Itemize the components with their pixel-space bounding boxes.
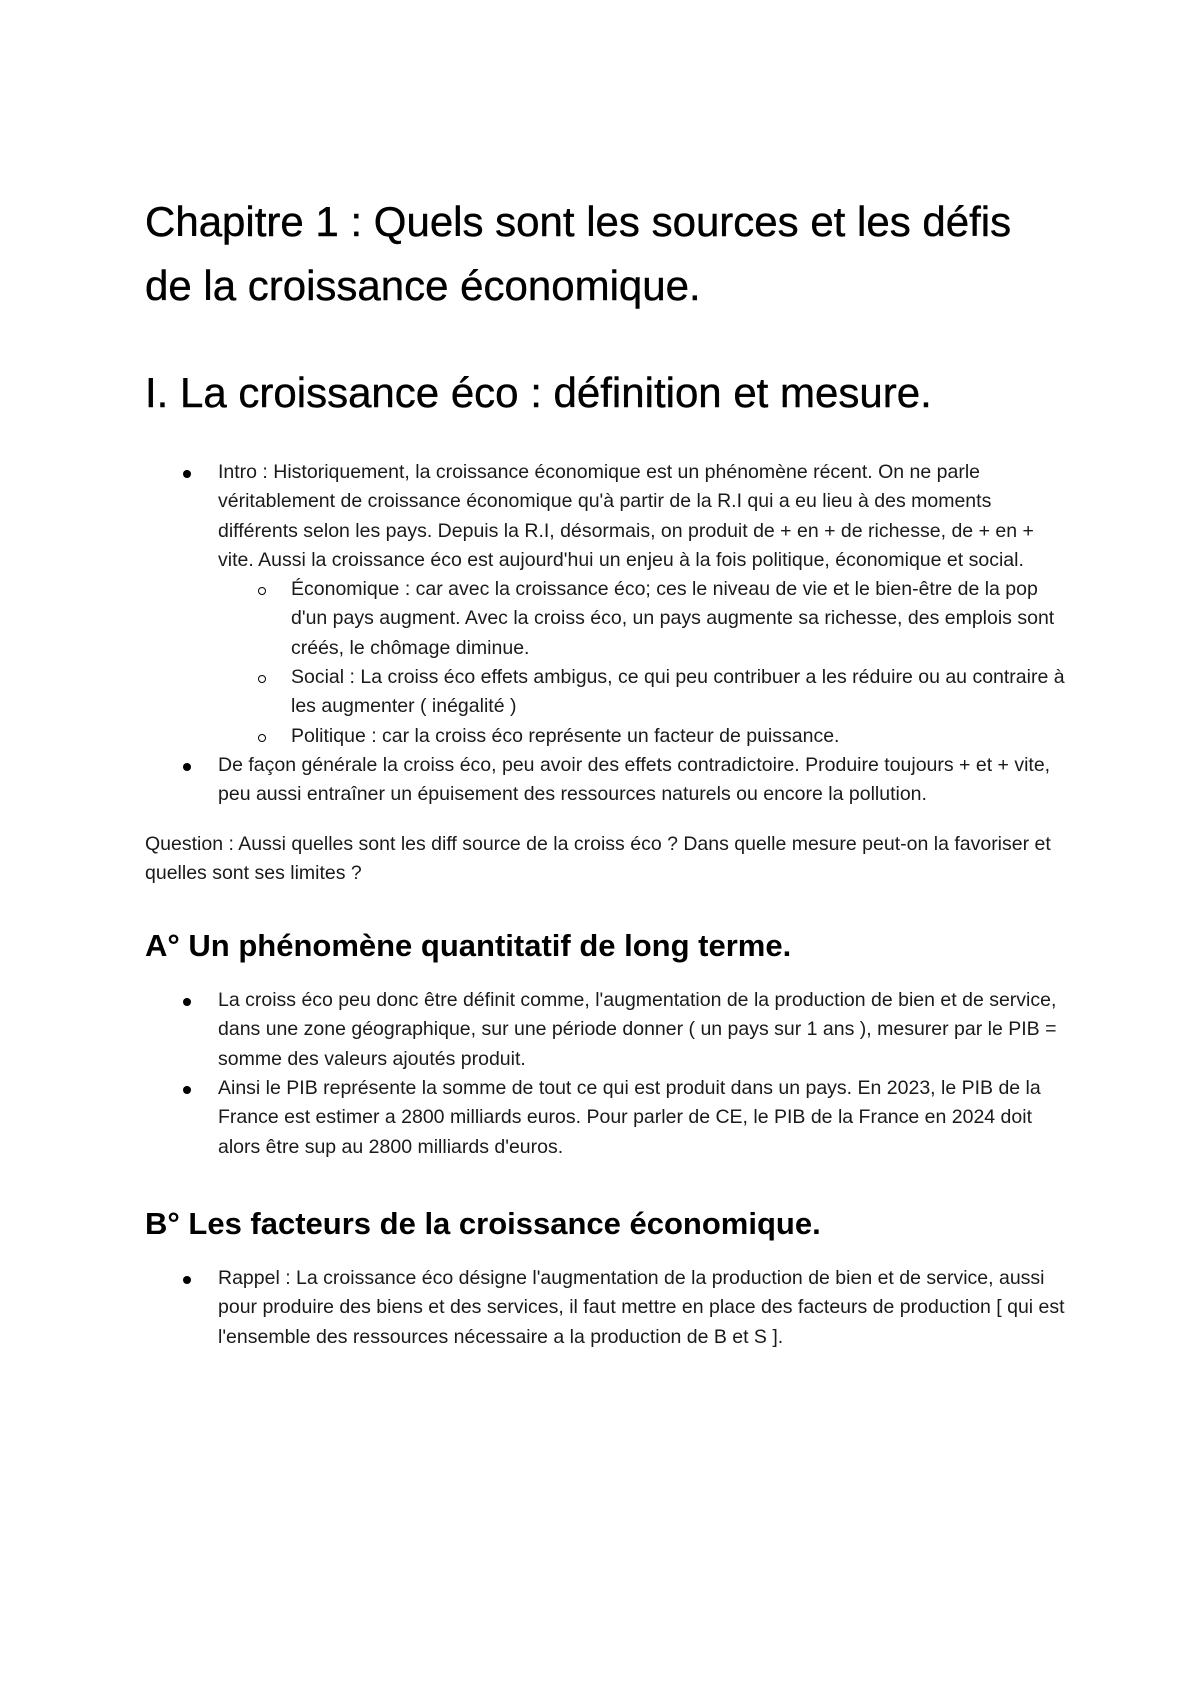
sub-list-item: [218, 575, 1065, 663]
circle-bullet-icon: [258, 675, 266, 683]
section-1-list: [145, 458, 1065, 810]
sub-list: [218, 575, 1065, 751]
sub-list-item: [218, 722, 1065, 751]
subsection-b-title: B° Les facteurs de la croissance économique.: [145, 1205, 821, 1241]
question-paragraph: Question : Aussi quelles sont les diff source de la croiss éco ? Dans quelle mesure peut-on la favoriser et quelles sont ses limites ?: [145, 832, 1051, 884]
list-item: [145, 751, 1065, 810]
list-item-text: Intro : Historiquement, la croissance économique est un phénomène récent. On ne parle véritablement de croissance économique qu'à partir de la R.I qui a eu lieu à des moments différents selon les pays. Depuis la R.I, désormais, on produit de + en + de richesse, de + en + vite. Aussi la croissance éco est aujourd'hui un enjeu à la fois politique, économique et social.: [218, 461, 1034, 571]
list-item: [145, 986, 1065, 1074]
list-item-text: De façon générale la croiss éco, peu avoir des effets contradictoire. Produire toujours + et + vite, peu aussi entraîner un épuisement des ressources naturels ou encore la pollution.: [218, 753, 1051, 806]
bullet-icon: [183, 998, 191, 1006]
list-item: [145, 1074, 1065, 1162]
list-item-text: La croiss éco peu donc être définit comme, l'augmentation de la production de bien et de service, dans une zone géographique, sur une période donner ( un pays sur 1 ans ), mesurer par le PIB = somme des valeurs ajoutés produit.: [218, 989, 1057, 1070]
circle-bullet-icon: [258, 734, 266, 742]
section-title: I. La croissance éco : définition et mesure.: [145, 369, 932, 416]
sub-list-item: [218, 663, 1065, 722]
bullet-icon: [183, 1276, 191, 1284]
subsection-a-title: A° Un phénomène quantitatif de long terme.: [145, 928, 792, 964]
subsection-b-list: [145, 1264, 1065, 1352]
sub-list-item-text: Politique : car la croiss éco représente un facteur de puissance.: [291, 724, 840, 747]
bullet-icon: [183, 763, 191, 771]
subsection-a-list: [145, 986, 1065, 1162]
bullet-icon: [183, 1086, 191, 1094]
list-item: [145, 1264, 1065, 1352]
bullet-icon: [183, 470, 191, 478]
list-item-text: Ainsi le PIB représente la somme de tout ce qui est produit dans un pays. En 2023, le PIB de la France est estimer a 2800 milliards euros. Pour parler de CE, le PIB de la France en 2024 doit alors être sup au 2800 milliards d'euros.: [218, 1077, 1041, 1158]
circle-bullet-icon: [258, 587, 266, 595]
sub-list-item-text: Social : La croiss éco effets ambigus, ce qui peu contribuer a les réduire ou au contraire à les augmenter ( inégalité ): [291, 666, 1065, 718]
list-item-text: Rappel : La croissance éco désigne l'augmentation de la production de bien et de service, aussi pour produire des biens et des services, il faut mettre en place des facteurs de production [ qui est l'ensemble des ressources nécessaire a la production de B et S ].: [218, 1266, 1065, 1348]
sub-list-item-text: Économique : car avec la croissance éco; ces le niveau de vie et le bien-être de la pop d'un pays augment. Avec la croiss éco, un pays augmente sa richesse, des emplois sont créés, le chômage diminue.: [291, 578, 1055, 659]
chapter-title: Chapitre 1 : Quels sont les sources et les défis de la croissance économique.: [145, 198, 1012, 309]
list-item: [145, 458, 1065, 751]
